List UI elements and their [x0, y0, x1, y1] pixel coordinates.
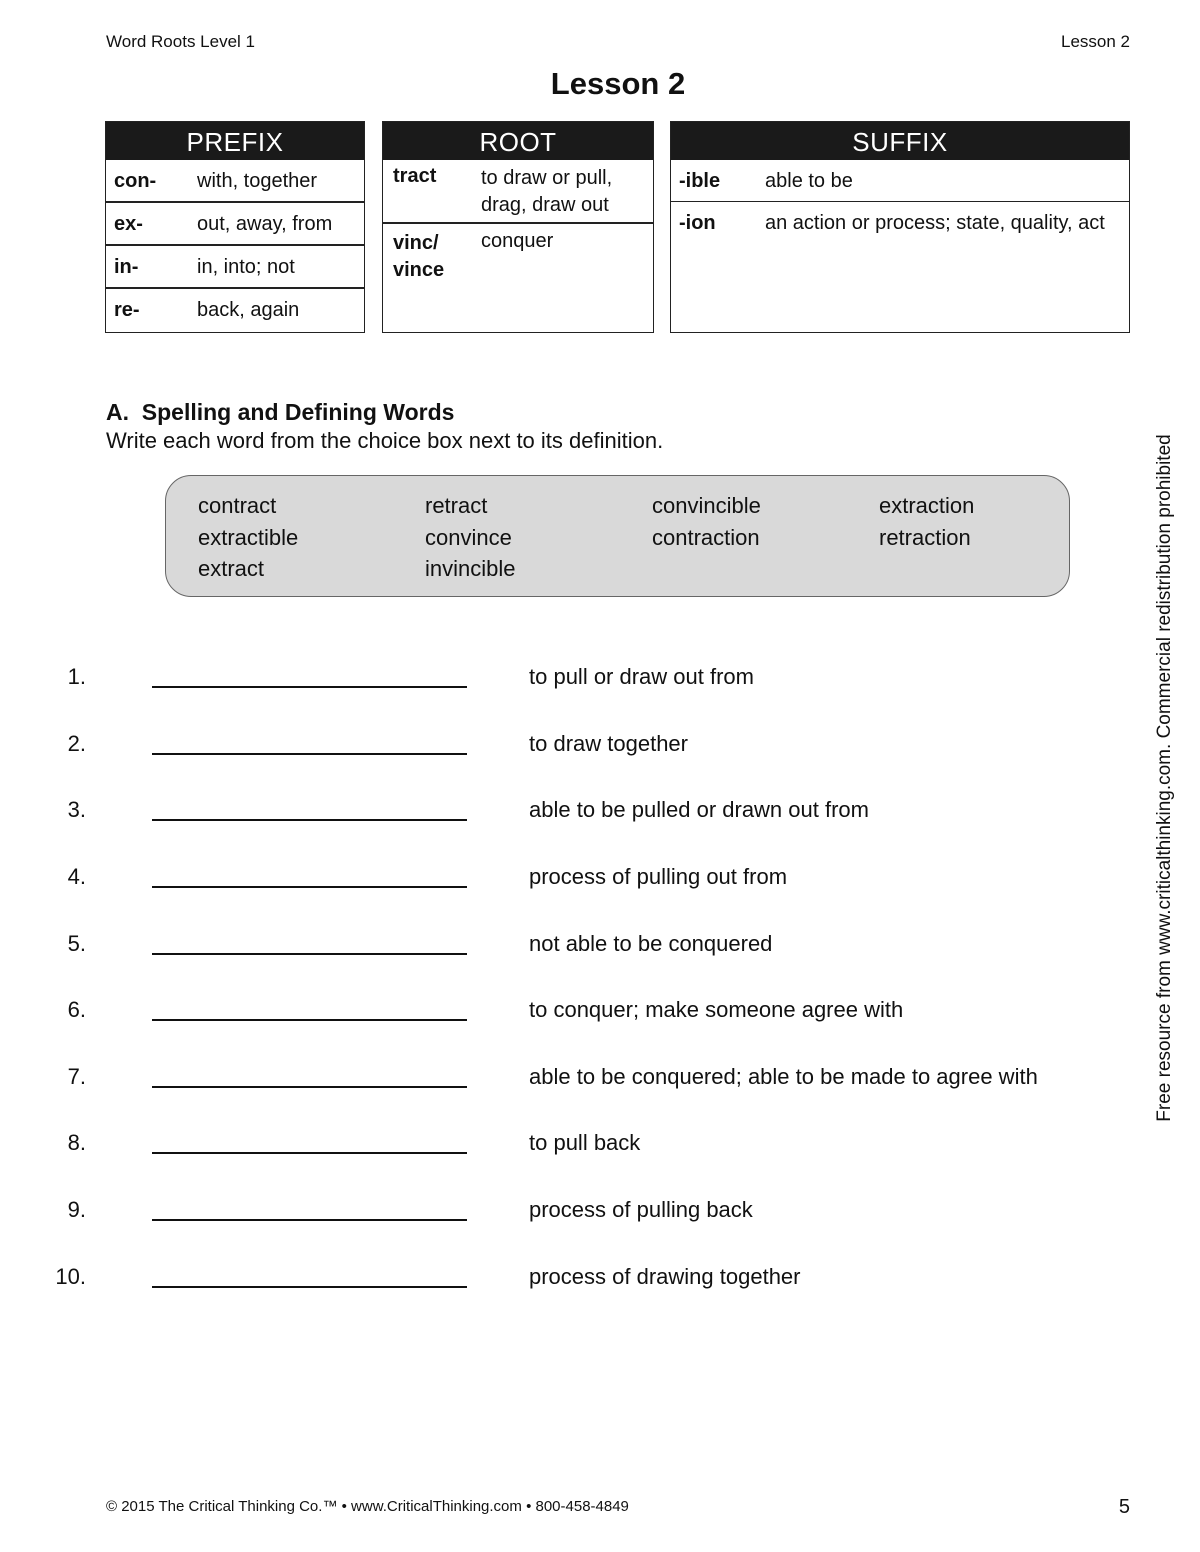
prefix-row — [106, 160, 364, 202]
question-row — [0, 664, 1150, 704]
suffix-definition: an action or process; state, quality, act — [765, 212, 1105, 234]
question-definition: to conquer; make someone agree with — [529, 997, 904, 1022]
page-title: Lesson 2 — [550, 66, 686, 101]
question-row — [0, 1130, 1150, 1170]
question-row — [0, 1064, 1150, 1104]
choice-word: retract — [425, 493, 488, 518]
question-definition: process of drawing together — [529, 1264, 801, 1289]
choice-word: retraction — [879, 524, 971, 550]
root-definition: conquer — [481, 230, 554, 252]
page-number: 5 — [1118, 1496, 1130, 1518]
question-definition: able to be conquered; able to be made to agree with — [529, 1064, 1038, 1089]
answer-blank[interactable] — [152, 1086, 467, 1088]
answer-blank[interactable] — [152, 1286, 467, 1288]
suffix-row — [671, 202, 1129, 322]
prefix-definition: back, again — [197, 299, 300, 321]
root-term: tract — [393, 165, 437, 187]
prefix-term: ex- — [114, 213, 143, 235]
question-number: 6. — [67, 997, 86, 1022]
answer-blank[interactable] — [152, 1219, 467, 1221]
choice-word: contract — [198, 493, 277, 518]
question-row — [0, 731, 1150, 771]
suffix-table — [670, 121, 1130, 333]
question-number: 3. — [67, 797, 86, 822]
prefix-table — [105, 121, 365, 333]
choice-word: convince — [425, 524, 512, 550]
choice-word: convincible — [652, 493, 761, 518]
suffix-term: -ible — [679, 170, 721, 192]
root-row — [383, 160, 653, 224]
question-definition: to draw together — [529, 731, 688, 756]
side-notice-text: Free resource from www.criticalthinking.com. Commercial redistribution prohibited — [1154, 434, 1175, 1122]
question-row — [0, 864, 1150, 904]
suffix-term: -ion — [679, 212, 716, 234]
question-number: 5. — [67, 931, 86, 956]
answer-blank[interactable] — [152, 953, 467, 955]
prefix-term: re- — [114, 299, 140, 321]
question-number: 2. — [67, 731, 86, 756]
root-definition-line: drag, draw out — [481, 194, 609, 216]
root-term-line: vince — [393, 259, 445, 281]
question-number: 10. — [55, 1264, 86, 1289]
section-instruction: Write each word from the choice box next to its definition. — [106, 428, 664, 453]
root-definition — [481, 165, 651, 219]
root-definition-line: to draw or pull, — [481, 167, 613, 189]
question-row — [0, 997, 1150, 1037]
choice-word: extract — [198, 556, 265, 581]
question-number: 4. — [67, 864, 86, 889]
answer-blank[interactable] — [152, 1019, 467, 1021]
question-number: 8. — [67, 1130, 86, 1155]
suffix-heading: SUFFIX — [671, 122, 1129, 160]
question-row — [0, 931, 1150, 971]
answer-blank[interactable] — [152, 819, 467, 821]
prefix-row — [106, 288, 364, 330]
question-row — [0, 797, 1150, 837]
answer-blank[interactable] — [152, 1152, 467, 1154]
suffix-row — [671, 160, 1129, 202]
root-heading: ROOT — [383, 122, 653, 160]
prefix-row — [106, 245, 364, 288]
root-row — [383, 224, 653, 324]
question-row — [0, 1264, 1150, 1304]
choice-box — [165, 475, 1070, 597]
question-number: 7. — [67, 1064, 86, 1089]
section-title: A. Spelling and Defining Words — [106, 399, 455, 425]
answer-blank[interactable] — [152, 753, 467, 755]
prefix-term: in- — [114, 256, 139, 278]
question-number: 9. — [67, 1197, 86, 1222]
question-definition: to pull back — [529, 1130, 641, 1155]
prefix-term: con- — [114, 170, 157, 192]
choice-column — [198, 490, 298, 585]
question-definition: not able to be conquered — [529, 931, 773, 956]
root-term-line: vinc/ — [393, 232, 439, 254]
choice-word: extraction — [879, 493, 975, 518]
question-definition: to pull or draw out from — [529, 664, 754, 689]
root-term — [393, 230, 473, 284]
choice-column — [425, 490, 516, 585]
choice-word: contraction — [652, 524, 760, 550]
answer-blank[interactable] — [152, 686, 467, 688]
question-definition: able to be pulled or drawn out from — [529, 797, 869, 822]
running-header-left: Word Roots Level 1 — [106, 32, 255, 51]
prefix-row — [106, 202, 364, 245]
footer-copyright: © 2015 The Critical Thinking Co.™ • www.CriticalThinking.com • 800-458-4849 — [106, 1498, 629, 1515]
root-table — [382, 121, 654, 333]
question-definition: process of pulling out from — [529, 864, 788, 889]
question-row — [0, 1197, 1150, 1237]
choice-word: invincible — [425, 556, 516, 581]
choice-word: extractible — [198, 524, 299, 550]
prefix-heading: PREFIX — [106, 122, 364, 160]
prefix-definition: with, together — [197, 170, 318, 192]
suffix-definition: able to be — [765, 170, 853, 192]
answer-blank[interactable] — [152, 886, 467, 888]
choice-column — [652, 490, 761, 553]
prefix-definition: out, away, from — [197, 213, 333, 235]
prefix-definition: in, into; not — [197, 256, 295, 278]
question-definition: process of pulling back — [529, 1197, 753, 1222]
running-header-right: Lesson 2 — [1061, 32, 1130, 51]
choice-column — [879, 490, 974, 553]
question-number: 1. — [67, 664, 86, 689]
